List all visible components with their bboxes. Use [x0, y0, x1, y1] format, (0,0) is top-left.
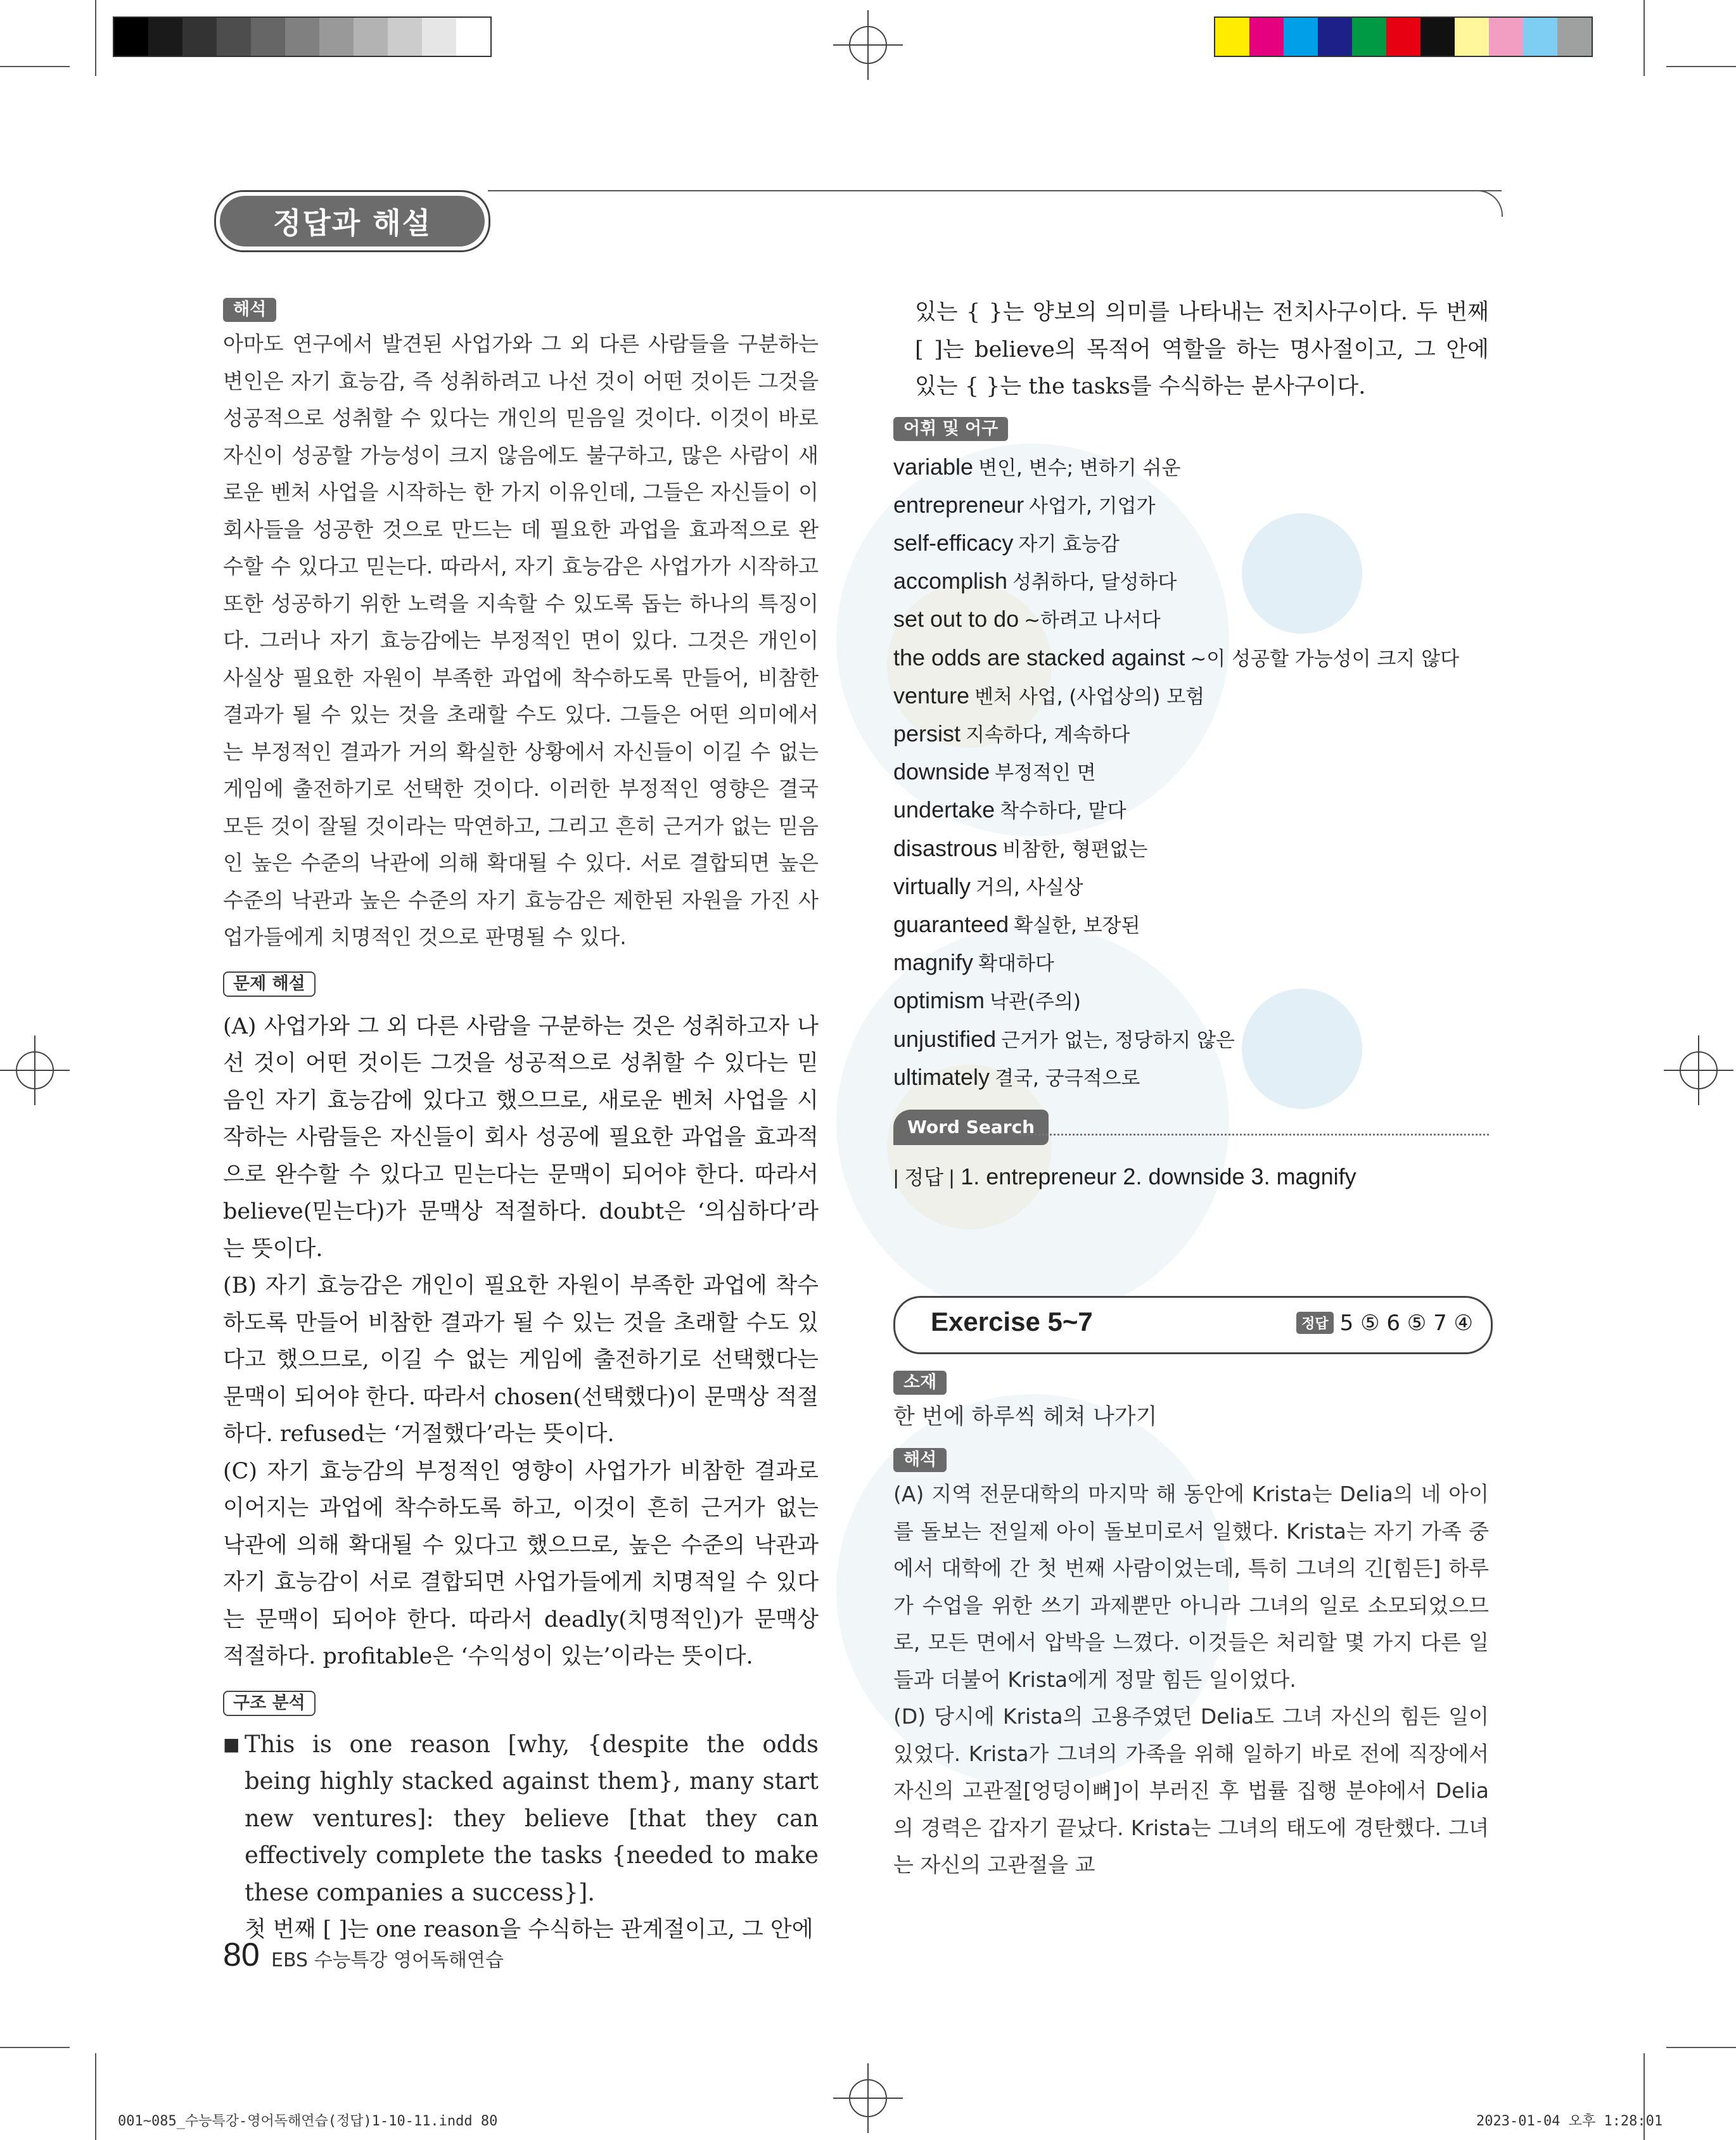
header-rule-corner [1476, 190, 1503, 217]
gray-swatch [319, 18, 354, 56]
section-title-pill [214, 190, 490, 252]
explanation-c: (C) 자기 효능감의 부정적인 영향이 사업가가 비참한 결과로 이어지는 과업에 착수하도록 하고, 이것이 흔히 근거가 없는 낙관에 의해 확대될 수 있다고 했으므로, 높은 수준의 낙관과 자기 효능감이 서로 결합되면 사업가들에게 치명적일 수 있다는 문맥이 되어야 한다. 따라서 deadly(치명적인)가 문맥상 적절하다. profitable은 ‘수익성이 있는’이라는 뜻이다. [223, 1458, 819, 1669]
vocab-item [893, 906, 1489, 944]
translation-text: 아마도 연구에서 발견된 사업가와 그 외 다른 사람들을 구분하는 변인은 자기 효능감, 즉 성취하려고 나선 것이 어떤 것이든 그것을 성공적으로 성취할 수 있다는 개인의 믿음일 것이다. 이것이 바로 자신이 성공할 가능성이 크지 않음에도 불구하고, 많은 사람이 새로운 벤처 사업을 시작하는 한 가지 이유인데, 그들은 자신들이 이 회사들을 성공한 것으로 만드는 데 필요한 과업을 효과적으로 완수할 수 있다고 믿는다. 따라서, 자기 효능감은 사업가가 시작하고 또한 성공하기 위한 노력을 지속할 수 있도록 돕는 하나의 특징이다. 그러나 자기 효능감에는 부정적인 면이 있다. 그것은 개인이 사실상 필요한 자원이 부족한 과업에 착수하도록 만들어, 비참한 결과가 될 수 있는 것을 초래할 수도 있다. 그들은 어떤 의미에서는 부정적인 결과가 거의 확실한 상황에서 자신들이 이길 수 없는 게임에 출전하기로 선택한 것이다. 이러한 부정적인 영향은 결국 모든 것이 잘될 것이라는 막연하고, 그리고 흔히 근거가 없는 믿음인 높은 수준의 낙관에 의해 확대될 수 있다. 서로 결합되면 높은 수준의 낙관과 높은 수준의 자기 효능감은 제한된 자원을 가진 사업가들에게 치명적인 것으로 판명될 수 있다. [223, 331, 819, 949]
vocab-list [893, 449, 1489, 1097]
header-rule [488, 190, 1502, 191]
color-swatch [1386, 18, 1420, 56]
gray-swatch [422, 18, 456, 56]
color-swatch [1420, 18, 1455, 56]
section-title: 정답과 해설 [220, 196, 485, 247]
vocab-meaning: 근거가 없는, 정당하지 않은 [1001, 1028, 1235, 1052]
vocab-term: optimism [893, 987, 985, 1014]
vocab-meaning: 사업가, 기업가 [1029, 494, 1156, 518]
word-search-header [893, 1110, 1489, 1149]
vocab-item [893, 715, 1489, 753]
word-search-answers [893, 1162, 1489, 1191]
registration-crosshair-top [833, 10, 903, 80]
exercise-translation-d: (D) 당시에 Krista의 고용주였던 Delia도 그녀 자신의 힘든 일이 있었다. Krista가 그녀의 가족을 위해 일하기 바로 전에 직장에서 자신의 고관절[엉덩이뼈]이 부러진 후 법률 집행 분야에서 Delia의 경력은 갑자기 끝났다. Krista는 그녀의 태도에 경탄했다. 그녀는 자신의 고관절을 교 [893, 1704, 1489, 1878]
explanation-b: (B) 자기 효능감은 개인이 필요한 자원이 부족한 과업에 착수하도록 만들어 비참한 결과가 될 수 있는 것을 초래할 수도 있다고 했으므로, 이길 수 없는 게임에 출전하기로 선택했다는 문맥이 되어야 한다. 따라서 chosen(선택했다)이 문맥상 적절하다. refused는 ‘거절했다’라는 뜻이다. [223, 1273, 819, 1447]
vocab-term: persist [893, 720, 961, 746]
slug-date: 2023-01-04 오후 1:28:01 [1476, 2113, 1663, 2129]
explanation-section [223, 971, 819, 1675]
vocab-meaning: 비참한, 형편없는 [1002, 838, 1148, 861]
vocab-term: downside [893, 759, 990, 785]
structure-note-continued: 있는 { }는 양보의 의미를 나타내는 전치사구이다. 두 번째 [ ]는 believe의 목적어 역할을 하는 명사절이고, 그 안에 있는 { }는 the tasks를 수식하는 분사구이다. [915, 300, 1489, 399]
book-title: EBS 수능특강 영어독해연습 [271, 1949, 504, 1971]
structure-item [223, 1726, 819, 1912]
vocab-item [893, 1021, 1489, 1059]
vocab-term: unjustified [893, 1025, 997, 1052]
vocab-item [893, 753, 1489, 791]
vocab-meaning: 착수하다, 맡다 [1000, 800, 1126, 823]
structure-sentence: This is one reason [why, {despite the odds being highly stacked against them}, many start new ventures]: they believe [that they can effectively complete the tasks {needed to make these companies a success}]. [245, 1730, 819, 1906]
vocab-term: accomplish [893, 568, 1008, 594]
vocab-term: entrepreneur [893, 491, 1024, 518]
crop-mark [1666, 2047, 1736, 2048]
crop-mark [95, 0, 96, 76]
vocab-meaning: 벤처 사업, (사업상의) 모험 [974, 685, 1205, 708]
vocab-term: set out to do [893, 606, 1019, 632]
vocab-meaning: 성취하다, 달성하다 [1012, 571, 1177, 594]
vocab-term: magnify [893, 949, 974, 976]
gray-swatch [148, 18, 182, 56]
color-swatch [1455, 18, 1489, 56]
vocab-meaning: 거의, 사실상 [976, 876, 1083, 899]
vocab-term: variable [893, 453, 974, 480]
structure-note: 첫 번째 [ ]는 one reason을 수식하는 관계절이고, 그 안에 [245, 1917, 814, 1942]
color-swatch [1489, 18, 1523, 56]
gray-swatch [182, 18, 217, 56]
vocab-item [893, 791, 1489, 830]
gray-swatch [217, 18, 251, 56]
vocab-meaning: 결국, 궁극적으로 [995, 1067, 1140, 1090]
color-swatch [1523, 18, 1557, 56]
color-swatch [1215, 18, 1249, 56]
exercise-title: Exercise 5~7 [931, 1306, 1093, 1336]
vocab-term: venture [893, 682, 970, 708]
registration-crosshair-bottom [833, 2063, 903, 2133]
vocab-meaning: ~하려고 나서다 [1024, 609, 1161, 632]
topic-section [893, 1371, 1489, 1436]
word-search-label: Word Search [893, 1110, 1049, 1145]
gray-swatch [285, 18, 319, 56]
exercise-translation-section [893, 1448, 1489, 1884]
exercise-answer-tag: 정답 [1296, 1312, 1334, 1334]
vocab-item [893, 868, 1489, 906]
crop-mark [0, 66, 70, 67]
vocab-meaning: 변인, 변수; 변하기 쉬운 [978, 456, 1181, 480]
vocab-term: the odds are stacked against [893, 644, 1185, 670]
explanation-a: (A) 사업가와 그 외 다른 사람을 구분하는 것은 성취하고자 나선 것이 어떤 것이든 그것을 성공적으로 성취할 수 있다는 믿음인 자기 효능감에 있다고 했으므로, 새로운 벤처 사업을 시작하는 사람들은 자신들이 회사 성공에 필요한 과업을 효과적으로 완수할 수 있다고 믿는다는 문맥이 되어야 한다. 따라서 believe(믿는다)가 문맥상 적절하다. doubt은 ‘의심하다’라는 뜻이다. [223, 1013, 819, 1262]
vocab-term: guaranteed [893, 911, 1009, 937]
vocab-item [893, 677, 1489, 715]
topic-text: 한 번에 하루씩 헤쳐 나가기 [893, 1404, 1158, 1430]
exercise-answer-values: 5 ⑤ 6 ⑤ 7 ④ [1339, 1310, 1473, 1336]
exercise-translation-a: (A) 지역 전문대학의 마지막 해 동안에 Krista는 Delia의 네 아이를 돌보는 전일제 아이 돌보미로서 일했다. Krista는 자기 가족 중에서 대학에 간 첫 번째 사람이었는데, 특히 그녀의 긴[힘든] 하루가 수업을 위한 쓰기 과제뿐만 아니라 그녀의 일로 소모되었으므로, 모든 면에서 압박을 느꼈다. 이것들은 처리할 몇 가지 다른 일들과 더불어 Krista에게 정말 힘든 일이었다. [893, 1482, 1489, 1692]
vocab-item [893, 449, 1489, 487]
left-column [223, 298, 819, 1961]
right-column [893, 294, 1489, 1897]
color-swatch [1557, 18, 1592, 56]
vocab-item [893, 525, 1489, 563]
vocab-meaning: 확대하다 [978, 952, 1054, 976]
vocab-meaning: ~이 성공할 가능성이 크지 않다 [1190, 647, 1460, 670]
gray-registration-bar [113, 16, 492, 57]
exercise-translation-tag: 해석 [893, 1448, 947, 1472]
color-swatch [1249, 18, 1284, 56]
vocab-item [893, 944, 1489, 982]
page-number: 80 [223, 1937, 260, 1973]
vocab-section [893, 417, 1489, 1097]
crop-mark [95, 2053, 96, 2140]
gray-swatch [354, 18, 388, 56]
gray-swatch [251, 18, 285, 56]
color-swatch [1284, 18, 1318, 56]
vocab-item [893, 639, 1489, 677]
vocab-item [893, 1059, 1489, 1097]
vocab-item [893, 563, 1489, 601]
crop-mark [1643, 0, 1645, 76]
gray-swatch [456, 18, 490, 56]
vocab-term: ultimately [893, 1063, 990, 1090]
square-bullet-icon: ■ [223, 1733, 240, 1755]
vocab-tag: 어휘 및 어구 [893, 417, 1008, 441]
vocab-item [893, 601, 1489, 639]
answer-list: 1. entrepreneur 2. downside 3. magnify [961, 1163, 1356, 1189]
color-swatch [1318, 18, 1352, 56]
registration-crosshair-left [0, 1035, 70, 1105]
vocab-meaning: 확실한, 보장된 [1014, 914, 1140, 937]
vocab-meaning: 자기 효능감 [1018, 532, 1120, 556]
vocab-item [893, 982, 1489, 1020]
vocab-term: undertake [893, 797, 995, 823]
answer-label: | 정답 | [893, 1165, 955, 1189]
vocab-term: disastrous [893, 835, 998, 861]
translation-section [223, 298, 819, 956]
exercise-answers [1296, 1310, 1473, 1336]
vocab-meaning: 낙관(주의) [990, 990, 1082, 1014]
vocab-item [893, 487, 1489, 525]
vocab-item [893, 830, 1489, 868]
color-swatch [1352, 18, 1386, 56]
structure-section [223, 1691, 819, 1949]
structure-tag: 구조 분석 [223, 1691, 316, 1716]
dotted-rule [1020, 1134, 1489, 1136]
topic-tag: 소재 [893, 1371, 947, 1395]
vocab-term: self-efficacy [893, 529, 1014, 556]
exercise-header [893, 1296, 1493, 1354]
slug-file-info: 001~085_수능특강-영어독해연습(정답)1-10-11.indd 80 [118, 2113, 498, 2129]
crop-mark [1666, 66, 1736, 67]
vocab-term: virtually [893, 873, 971, 899]
gray-swatch [388, 18, 422, 56]
translation-tag: 해석 [223, 298, 276, 322]
explanation-tag: 문제 해설 [223, 971, 316, 997]
color-registration-bar [1214, 16, 1593, 57]
gray-swatch [114, 18, 148, 56]
crop-mark [0, 2047, 70, 2048]
vocab-meaning: 부정적인 면 [995, 762, 1096, 785]
registration-crosshair-right [1664, 1035, 1733, 1105]
vocab-meaning: 지속하다, 계속하다 [966, 723, 1130, 746]
